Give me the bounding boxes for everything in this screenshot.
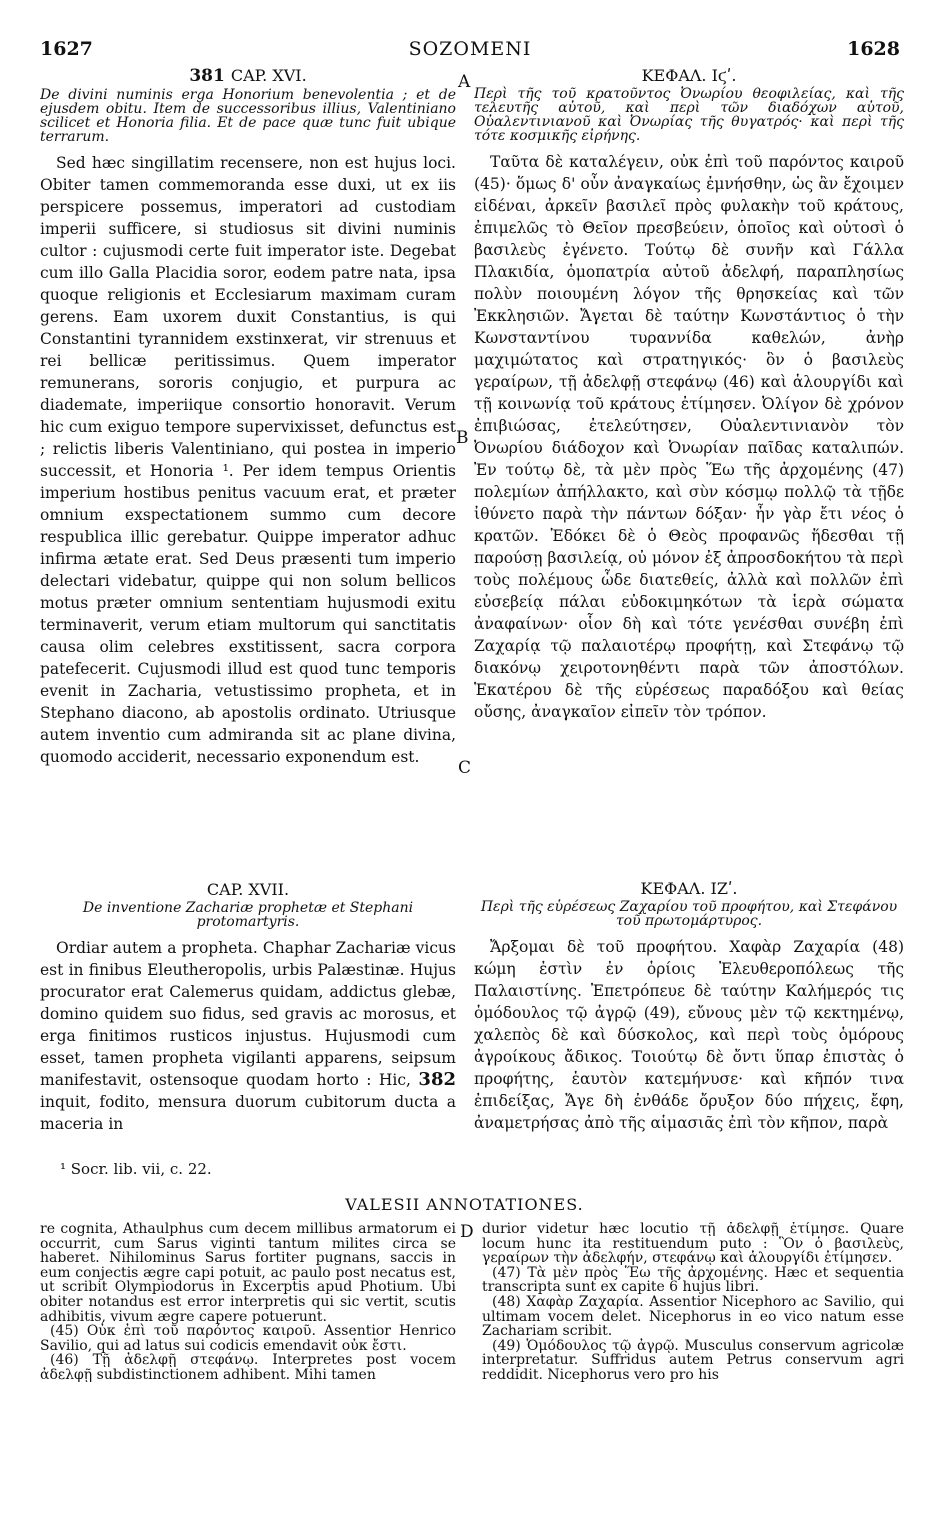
annotations-heading: VALESII ANNOTATIONES. [345, 1195, 584, 1214]
annotation-paragraph: re cognita, Athaulphus cum decem millibus armatorum ei occurrit, cum Sarus viginti tantum milites circa se haberet. Nihilominus Sarus fortiter pugnans, saccis in eum conjectis ægre capi potuit, ac paulo post necatus est, ut scribit Olympiodorus in Excerptis apud Photium. Ubi obiter notandus est error interpretis qui sic vertit, scutis adhibitis, vivum ægre capere potuerunt. [40, 1222, 456, 1325]
annotation-paragraph: (49) Ὁμόδουλος τῷ ἀγρῷ. Musculus conservum agricolæ interpretatur. Suffridus autem Petrus conservum agri reddidit. Nicephorus vero pro his [482, 1337, 904, 1383]
latin-column [40, 66, 456, 1135]
annotation-paragraph: (46) Τῇ ἀδελφῇ στεφάνῳ. Interpretes post vocem ἀδελφῇ subdistinctionem adhibent. Mihi tamen [40, 1352, 456, 1383]
margin-letter-b: B [456, 428, 469, 448]
left-page-number: 1627 [40, 38, 93, 60]
greek-cap17-text: Ἄρξομαι δὲ τοῦ προφήτου. Χαφὰρ Ζαχαρία (48) κώμη ἐστὶν ἐν ὁρίοις Ἐλευθεροπόλεως τῆς Παλαιστίνης. Ἐπετρόπευε δὲ ταύτην Καλήμερός τις ὁμόδουλος τῷ ἀγρῷ (49), εὔνους μὲν τῷ κεκτημένῳ, χαλεπὸς δὲ καὶ δύσκολος, καὶ περὶ τοὺς ὁμόρους ἀγροίκους ἄδικος. Τοιούτῳ δὲ ὄντι ὕπαρ ἐπιστὰς ὁ προφήτης, ἑαυτὸν κατεμήνυσε· καὶ κῆπόν τινα ἐπιδείξας, Ἄγε δὴ ἐνθάδε ὄρυξον δύο πήχεις, ἔφη, ἀναμετρήσας ἀπὸ τῆς αἱμασιᾶς ἐπὶ τὸν κῆπον, παρὰ [474, 938, 904, 1132]
margin-letter-d: D [460, 1222, 474, 1242]
footnote: ¹ Socr. lib. vii, c. 22. [60, 1160, 212, 1178]
running-title: SOZOMENI [408, 38, 532, 60]
latin-cap17-text: Ordiar autem a propheta. Chaphar Zachariæ vicus est in finibus Eleutheropolis, urbis Palæstinæ. Hujus procurator erat Calemerus quidam, addictus glebæ, domino quidem suo fidus, sed gravis ac morosus, et erga finitimos rusticos injustus. Hujusmodi cum esset, tamen propheta vigilanti apparens, seipsum manifestavit, ostensoque quodam horto : Hic, 382 inquit, fodito, mensura duorum cubitorum ducta a maceria in [40, 939, 456, 1133]
greek-column [474, 66, 904, 1134]
migne-column-number: 382 [418, 1069, 456, 1090]
annotation-paragraph: durior videtur hæc locutio τῇ ἀδελφῇ ἐτίμησε. Quare locum hunc ita restituendum puto : Ὃν ὁ βασιλεὺς, γεραίρων τὴν ἀδελφήν, στεφάνῳ καὶ ἁλουργίδι ἐτίμησεν. [482, 1222, 904, 1267]
migne-column-number: 381 [189, 66, 225, 86]
latin-cap16-text: Sed hæc singillatim recensere, non est hujus loci. Obiter tamen commemoranda esse duxi, ut ex iis perspicere possemus, imperatori ad custodiam imperii sufficere, si studiosus sit divini numinis cultor : cujusmodi certe fuit imperator iste. Degebat cum illo Galla Placidia soror, eodem patre nata, ipsa quoque religionis et Ecclesiarum maximam curam gerens. Eam uxorem duxit Constantius, is qui Constantini tyrannidem exstinxerat, vir strenuus et rei bellicæ peritissimus. Quem imperator remunerans, sororis conjugio, et purpura ac diademate, imperiique consortio honoravit. Verum hic cum exiguo tempore supervixisset, defunctus est ; relictis liberis Valentiniano, qui postea in imperio successit, et Honoria ¹. Per idem tempus Orientis imperium hostibus penitus vacuum erat, et præter omnium exspectationem summo cum decore respublica illic gerebatur. Quippe imperator adhuc infirma ætate erat. Sed Deus præsenti tum imperio delectari videbatur, quippe qui non solum bellicos motus præter omnium sententiam hujusmodi exitu terminaverit, verum etiam multorum qui sanctitatis causa olim celebres exstitissent, sacra corpora patefecerit. Cujusmodi illud est quod tunc temporis evenit in Zacharia, vetustissimo propheta, et in Stephano diacono, ab apostolis ordinato. Utriusque autem inventio cum admiranda sit ac plane divina, quomodo acciderit, necessario exponendum est. [40, 154, 456, 766]
margin-letter-a: A [458, 72, 471, 92]
annotations-right-column [482, 1222, 904, 1522]
greek-cap17-summary: Περὶ τῆς εὑρέσεως Ζαχαρίου τοῦ προφήτου, καὶ Στεφάνου τοῦ πρωτομάρτυρος. [480, 899, 898, 929]
annotations-left-column [40, 1222, 456, 1522]
latin-cap16-heading: 381 CAP. XVI. [189, 66, 307, 86]
page-header [40, 38, 900, 62]
annotation-paragraph: (48) Χαφὰρ Ζαχαρία. Assentior Nicephoro ac Savilio, qui ultimam vocem delet. Nicephorus in eo vico natum esse Zachariam scribit. [482, 1293, 904, 1340]
greek-cap16-text: Ταῦτα δὲ καταλέγειν, οὐκ ἐπὶ τοῦ παρόντος καιροῦ (45)· ὅμως δ' οὖν ἀναγκαίως ἐμνήσθην, ὡς ἂν ἔχοιμεν εἰδέναι, ἀρκεῖν βασιλεῖ πρὸς φυλακὴν τοῦ κράτους, ἐπιμελῶς τὸ Θεῖον πρεσβεύειν, ὁποῖος καὶ οὑτοσὶ ὁ βασιλεὺς ἐγένετο. Τούτῳ δὲ συνῆν καὶ Γάλλα Πλακιδία, ὁμοπατρία αὐτοῦ ἀδελφή, παραπλησίως πολὺν ποιουμένη λόγον τῆς θρησκείας καὶ τῶν Ἐκκλησιῶν. Ἄγεται δὲ ταύτην Κωνστάντιος ὁ τὴν Κωνσταντίνου τυραννίδα καθελών, ἀνὴρ μαχιμώτατος καὶ στρατηγικός· ὃν ὁ βασιλεὺς γεραίρων, τῇ ἀδελφῇ στεφάνῳ (46) καὶ ἁλουργίδι καὶ τῇ κοινωνίᾳ τοῦ κράτους ἐτίμησεν. Ὀλίγον δὲ χρόνον ἐπιβιώσας, ἐτελεύτησεν, Οὐαλεντινιανὸν τὸν Ὀνωρίου διάδοχον καὶ Ὀνωρίαν παῖδας καταλιπών. Ἐν τούτῳ δὲ, τὰ μὲν πρὸς Ἕω τῆς ἀρχομένης (47) πολεμίων ἀπήλλακτο, καὶ σὺν κόσμῳ πολλῷ τὰ τῇδε ἰθύνετο παρὰ τὴν πάντων δόξαν· ἦν γὰρ ἔτι νέος ὁ κρατῶν. Ἐδόκει δὲ ὁ Θεὸς προφανῶς ἥδεσθαι τῇ παρούσῃ βασιλείᾳ, οὐ μόνον ἐξ ἀπροσδοκήτου τὰ περὶ τοὺς πολέμους ὧδε διατεθείς, ἀλλὰ καὶ πολλῶν ἐπὶ εὐσεβείᾳ πάλαι εὐδοκιμηκότων τὰ ἱερὰ σώματα ἀναφαίνων· οἷον δὴ καὶ τότε γενέσθαι συνέβη ἐπὶ Ζαχαρίᾳ τῷ παλαιοτέρῳ προφήτῃ, καὶ Στεφάνῳ τῷ διακόνῳ χειροτονηθέντι παρὰ τῶν ἀποστόλων. Ἑκατέρου δὲ τῆς εὑρέσεως παραδόξου καὶ θείας οὔσης, ἀναγκαῖον εἰπεῖν τὸν τρόπον. [474, 153, 904, 721]
latin-cap16-summary: De divini numinis erga Honorium benevolentia ; et de ejusdem obitu. Item de successoribus illius, Valentiniano scilicet et Honoria filia. Et de pace quæ tunc fuit ubique terrarum. [40, 87, 456, 145]
margin-letter-c: C [458, 758, 472, 778]
greek-cap17-heading: ΚΕΦΑΛ. ΙΖʹ. [640, 879, 738, 898]
right-page-number: 1628 [847, 38, 900, 60]
greek-cap16-heading: ΚΕΦΑΛ. Ιϛʹ. [641, 66, 737, 85]
annotation-paragraph: (45) Οὐκ ἐπὶ τοῦ παρόντος καιροῦ. Assentior Henrico Savilio, qui ad latus sui codicis emendavit οὐκ ἔστι. [40, 1323, 456, 1354]
annotation-paragraph: (47) Τὰ μὲν πρὸς Ἕω τῆς ἀρχομένης. Hæc et sequentia transcripta sunt ex capite 6 hujus libri. [482, 1264, 904, 1296]
latin-cap17-heading: CAP. XVII. [206, 880, 290, 899]
latin-cap17-summary: De inventione Zachariæ prophetæ et Stephani protomartyris. [82, 900, 414, 930]
greek-cap16-summary: Περὶ τῆς τοῦ κρατοῦντος Ὀνωρίου θεοφιλείας, καὶ τῆς τελευτῆς αὐτοῦ, καὶ περὶ τῶν διαδόχων αὐτοῦ, Οὐαλεντινιανοῦ καὶ Ὀνωρίας τῆς θυγατρός· καὶ περὶ τῆς τότε κοσμικῆς εἰρήνης. [474, 86, 904, 144]
